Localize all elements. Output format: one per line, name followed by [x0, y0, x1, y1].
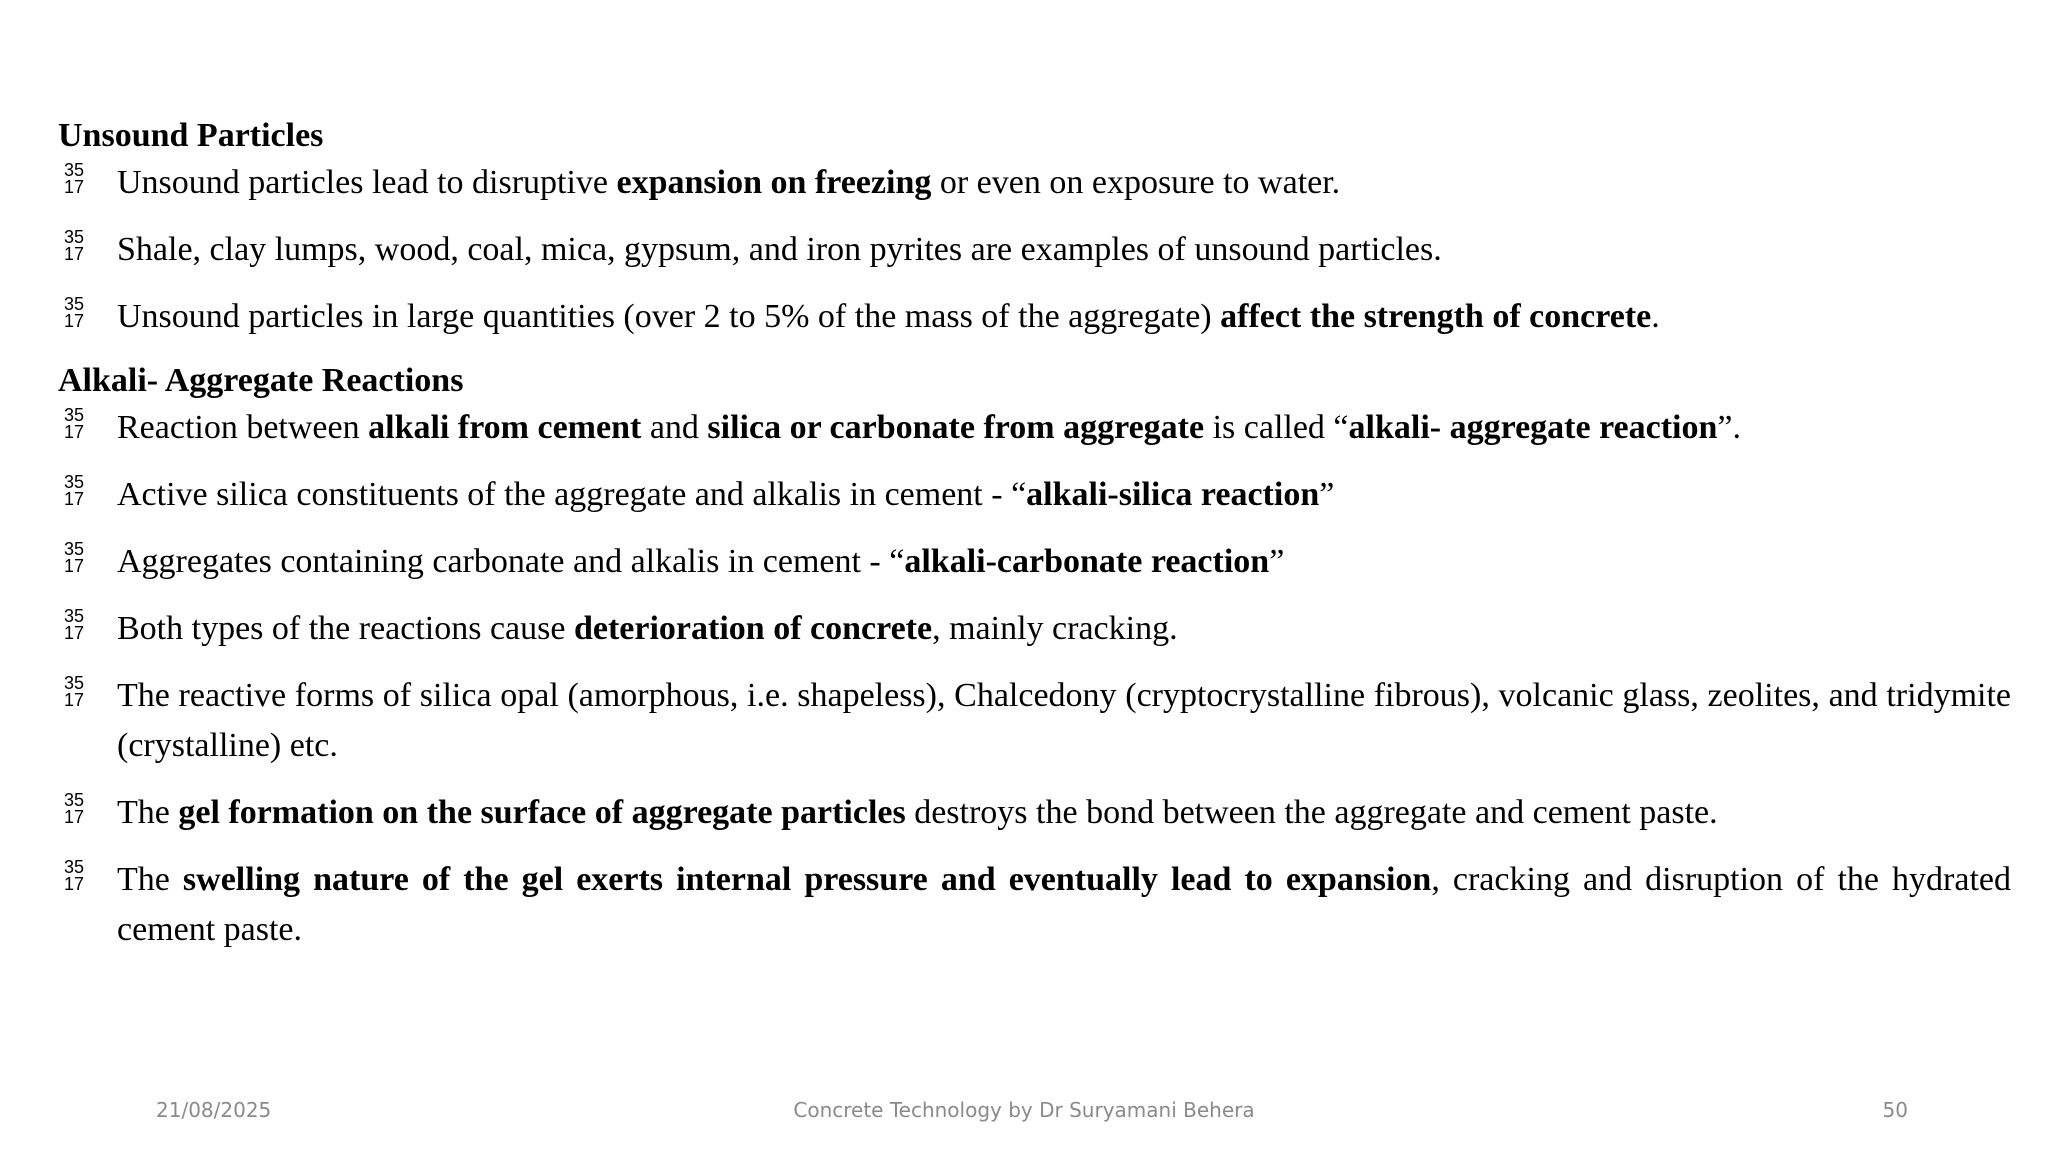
footer-page-number: 50 — [1882, 1098, 1908, 1122]
bold-text: expansion on freezing — [616, 164, 932, 201]
footer-title: Concrete Technology by Dr Suryamani Behera — [793, 1098, 1255, 1122]
text: ” — [1319, 476, 1335, 513]
bullet-marker-icon: 35 17 — [63, 294, 85, 331]
text: , cracking and disruption of the hydrated cement paste. — [117, 861, 2011, 948]
bold-text: deterioration of concrete — [573, 610, 933, 647]
text: The reactive forms of silica opal (amorphous, i.e. shapeless), Chalcedony (cryptocrystalline fibrous), volcanic glass, zeolites, and tridymite (crystalline) etc. — [117, 677, 2011, 764]
bold-text: alkali from cement — [368, 409, 642, 446]
slide-content — [58, 114, 2011, 972]
text: Reaction between — [117, 409, 369, 446]
bullet-item — [58, 470, 2011, 520]
bullet-item — [58, 292, 2011, 342]
footer-date: 21/08/2025 — [156, 1098, 272, 1122]
bullet-list — [58, 158, 2011, 342]
bullet-marker-icon: 35 17 — [63, 539, 85, 576]
bullet-marker-icon: 35 17 — [63, 673, 85, 710]
section-heading: Unsound Particles — [58, 117, 324, 154]
bold-text: alkali- aggregate reaction — [1348, 409, 1718, 446]
text: ” — [1269, 543, 1285, 580]
text: Unsound particles in large quantities (over 2 to 5% of the mass of the aggregate) — [117, 298, 1221, 335]
bullet-marker-icon: 35 17 — [63, 857, 85, 894]
text: Active silica constituents of the aggregate and alkalis in cement - “ — [117, 476, 1027, 513]
bullet-list — [58, 403, 2011, 955]
bullet-item — [58, 788, 2011, 838]
section-alkali-aggregate-reactions — [58, 359, 2011, 955]
bullet-marker-icon: 35 17 — [63, 227, 85, 264]
text: Both types of the reactions cause — [117, 610, 574, 647]
bullet-item — [58, 604, 2011, 654]
text: and — [641, 409, 708, 446]
bold-text: alkali-silica reaction — [1026, 476, 1320, 513]
bold-text: affect the strength of concrete — [1220, 298, 1652, 335]
text: Aggregates containing carbonate and alkalis in cement - “ — [117, 543, 905, 580]
bullet-marker-icon: 35 17 — [63, 405, 85, 442]
text: The — [117, 794, 179, 831]
bullet-item — [58, 671, 2011, 771]
bullet-marker-icon: 35 17 — [63, 160, 85, 197]
section-unsound-particles — [58, 114, 2011, 342]
bullet-marker-icon: 35 17 — [63, 606, 85, 643]
bold-text: gel formation on the surface of aggregate particles — [178, 794, 906, 831]
text: or even on exposure to water. — [931, 164, 1341, 201]
text: Unsound particles lead to disruptive — [117, 164, 617, 201]
text: ”. — [1717, 409, 1741, 446]
text: Shale, clay lumps, wood, coal, mica, gypsum, and iron pyrites are examples of unsound particles. — [117, 231, 1442, 268]
bold-text: alkali-carbonate reaction — [904, 543, 1270, 580]
text: The — [117, 861, 183, 898]
section-heading: Alkali- Aggregate Reactions — [58, 362, 464, 399]
bold-text: silica or carbonate from aggregate — [707, 409, 1205, 446]
bold-text: swelling nature of the gel exerts internal pressure and eventually lead to expansion — [182, 861, 1432, 898]
bullet-item — [58, 855, 2011, 955]
bullet-marker-icon: 35 17 — [63, 790, 85, 827]
bullet-item — [58, 158, 2011, 208]
bullet-item — [58, 225, 2011, 275]
bullet-item — [58, 403, 2011, 453]
text: destroys the bond between the aggregate and cement paste. — [905, 794, 1718, 831]
text: , mainly cracking. — [932, 610, 1178, 647]
text: . — [1651, 298, 1660, 335]
text: is called “ — [1204, 409, 1349, 446]
bullet-item — [58, 537, 2011, 587]
bullet-marker-icon: 35 17 — [63, 472, 85, 509]
